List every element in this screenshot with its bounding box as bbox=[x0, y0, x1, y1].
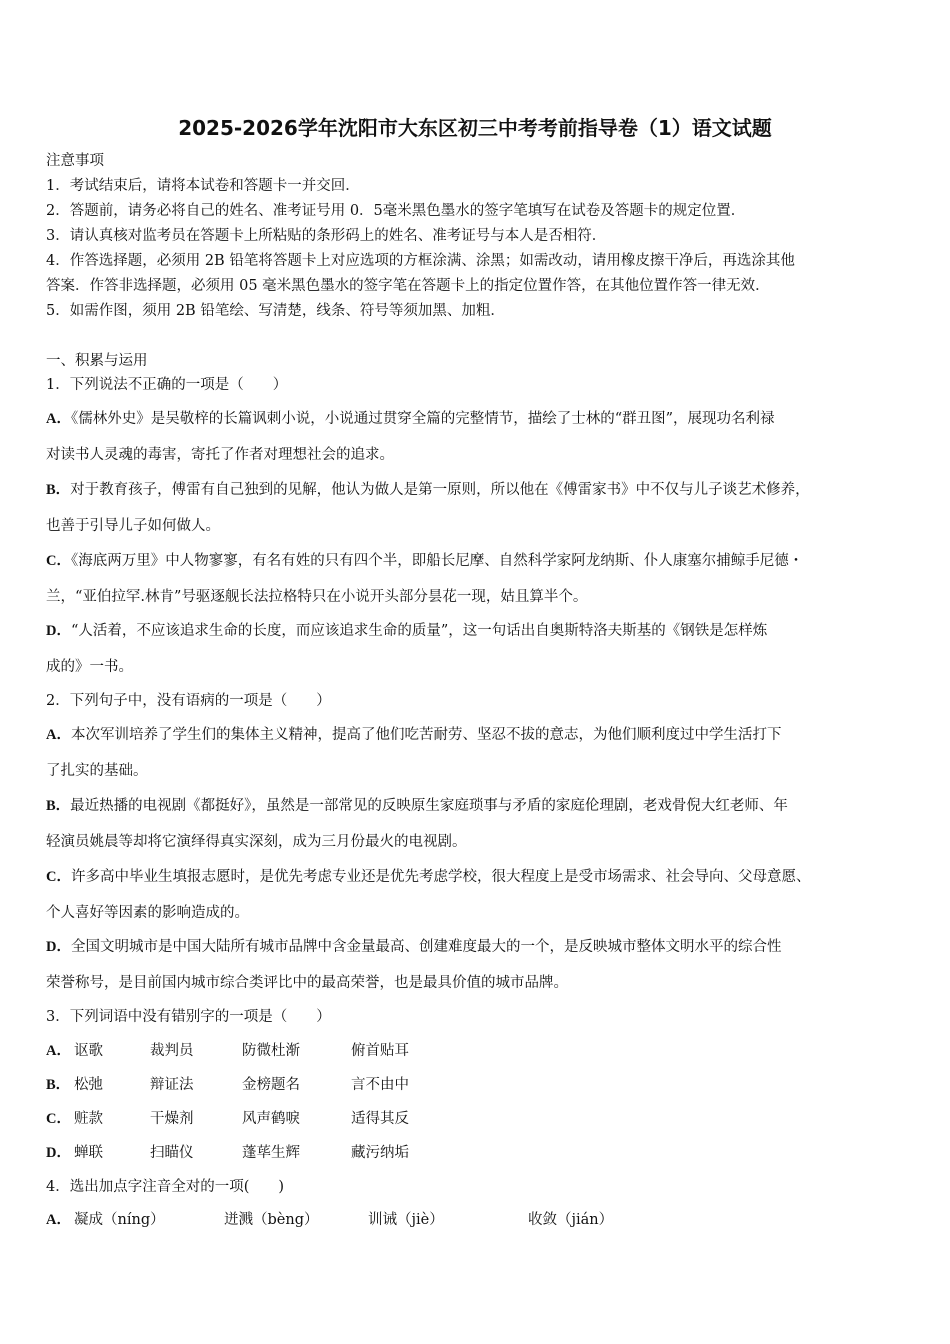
notice-item-4: 4．作答选择题，必须用 2B 铅笔将答题卡上对应选项的方框涂满、涂黑；如需改动，请用橡皮擦干净后，再选涂其他 bbox=[46, 253, 795, 269]
option-text: 许多高中毕业生填报志愿时，是优先考虑专业还是优先考虑学校，很大程度上是受市场需求、社会导向、父母意愿、 bbox=[70, 869, 811, 885]
word: 蝉联 bbox=[74, 1145, 103, 1161]
q2-option-b-cont: 轻演员姚晨等却将它演绎得真实深刻，成为三月份最火的电视剧。 bbox=[46, 834, 467, 850]
word: 防微杜渐 bbox=[242, 1043, 300, 1059]
q2-option-a bbox=[46, 725, 781, 745]
word: 言不由中 bbox=[351, 1077, 409, 1093]
word: 蓬荜生辉 bbox=[242, 1145, 300, 1161]
q1-option-d bbox=[46, 621, 767, 641]
q2-option-a-cont: 了扎实的基础。 bbox=[46, 763, 148, 779]
word: 松弛 bbox=[74, 1077, 103, 1093]
q1-stem: 1．下列说法不正确的一项是（ ） bbox=[46, 377, 288, 393]
q2-option-b bbox=[46, 796, 788, 816]
word: 适得其反 bbox=[351, 1111, 409, 1127]
option-label: C． bbox=[46, 1111, 71, 1127]
q2-option-c-cont: 个人喜好等因素的影响造成的。 bbox=[46, 905, 249, 921]
q3-option-d bbox=[46, 1143, 926, 1163]
q2-option-d-cont: 荣誉称号，是目前国内城市综合类评比中的最高荣誉，也是最具价值的城市品牌。 bbox=[46, 975, 568, 991]
q2-option-c bbox=[46, 867, 810, 887]
page-title: 2025-2026学年沈阳市大东区初三中考考前指导卷（1）语文试题 bbox=[178, 116, 772, 140]
option-label: B． bbox=[46, 482, 71, 498]
notice-item-5: 5．如需作图，须用 2B 铅笔绘、写清楚，线条、符号等须加黑、加粗． bbox=[46, 303, 505, 319]
option-label: A． bbox=[46, 727, 71, 743]
word: 金榜题名 bbox=[242, 1077, 300, 1093]
notice-item-4-cont: 答案．作答非选择题，必须用 05 毫米黑色墨水的签字笔在答题卡上的指定位置作答，在其他位置作答一律无效． bbox=[46, 278, 770, 294]
option-label: A． bbox=[46, 1212, 71, 1228]
notice-item-2: 2．答题前，请务必将自己的姓名、准考证号用 0．5毫米黑色墨水的签字笔填写在试卷及答题卡的规定位置． bbox=[46, 203, 746, 219]
option-label: D． bbox=[46, 623, 71, 639]
option-label: B． bbox=[46, 798, 71, 814]
word: 干燥剂 bbox=[150, 1111, 194, 1127]
section-heading: 一、积累与运用 bbox=[46, 353, 148, 369]
q4-stem: 4．选出加点字注音全对的一项( ) bbox=[46, 1179, 285, 1195]
option-text: 《儒林外史》是吴敬梓的长篇讽刺小说，小说通过贯穿全篇的完整情节，描绘了士林的“群丑图”，展现功名利禄 bbox=[70, 411, 775, 427]
option-label: D． bbox=[46, 939, 71, 955]
q3-option-a bbox=[46, 1041, 926, 1061]
notice-item-1: 1．考试结束后，请将本试卷和答题卡一并交回． bbox=[46, 178, 360, 194]
option-label: C． bbox=[46, 869, 71, 885]
notice-heading: 注意事项 bbox=[46, 153, 104, 169]
word: 迸溅（bèng） bbox=[224, 1212, 319, 1228]
word: 裁判员 bbox=[150, 1043, 194, 1059]
word: 风声鹤唳 bbox=[242, 1111, 300, 1127]
q1-option-b bbox=[46, 480, 810, 500]
q1-option-d-cont: 成的》一书。 bbox=[46, 659, 133, 675]
option-text: 《海底两万里》中人物寥寥，有名有姓的只有四个半，即船长尼摩、自然科学家阿龙纳斯、仆人康塞尔捕鲸手尼德・ bbox=[70, 553, 804, 569]
word: 收敛（jián） bbox=[528, 1212, 614, 1228]
q4-option-a bbox=[46, 1210, 926, 1230]
q1-option-b-cont: 也善于引导儿子如何做人。 bbox=[46, 518, 220, 534]
word: 训诫（jiè） bbox=[368, 1212, 444, 1228]
notice-item-3: 3．请认真核对监考员在答题卡上所粘贴的条形码上的姓名、准考证号与本人是否相符． bbox=[46, 228, 607, 244]
q3-option-c bbox=[46, 1109, 926, 1129]
word: 扫瞄仪 bbox=[150, 1145, 194, 1161]
word: 辩证法 bbox=[150, 1077, 194, 1093]
option-text: 最近热播的电视剧《都挺好》，虽然是一部常见的反映原生家庭琐事与矛盾的家庭伦理剧，老戏骨倪大红老师、年 bbox=[70, 798, 788, 814]
option-label: C． bbox=[46, 553, 71, 569]
option-label: A． bbox=[46, 1043, 71, 1059]
option-text: “人活着，不应该追求生命的长度，而应该追求生命的质量”，这一句话出自奥斯特洛夫斯基的《钢铁是怎样炼 bbox=[70, 623, 768, 639]
option-label: B． bbox=[46, 1077, 71, 1093]
q1-option-a-cont: 对读书人灵魂的毒害，寄托了作者对理想社会的追求。 bbox=[46, 447, 394, 463]
q3-stem: 3．下列词语中没有错别字的一项是（ ） bbox=[46, 1009, 331, 1025]
option-text: 对于教育孩子，傅雷有自己独到的见解，他认为做人是第一原则，所以他在《傅雷家书》中不仅与儿子谈艺术修养， bbox=[70, 482, 810, 498]
option-label: D． bbox=[46, 1145, 71, 1161]
word: 俯首贴耳 bbox=[351, 1043, 409, 1059]
q1-option-c bbox=[46, 551, 803, 571]
q2-option-d bbox=[46, 937, 781, 957]
q1-option-c-cont: 兰，“亚伯拉罕.林肯”号驱逐舰长法拉格特只在小说开头部分昙花一现，姑且算半个。 bbox=[46, 589, 588, 605]
q1-option-a bbox=[46, 409, 775, 429]
word: 讴歌 bbox=[74, 1043, 103, 1059]
option-text: 全国文明城市是中国大陆所有城市品牌中含金量最高、创建难度最大的一个，是反映城市整体文明水平的综合性 bbox=[70, 939, 782, 955]
word: 赃款 bbox=[74, 1111, 103, 1127]
q3-option-b bbox=[46, 1075, 926, 1095]
word: 凝成（níng） bbox=[74, 1212, 165, 1228]
word: 藏污纳垢 bbox=[351, 1145, 409, 1161]
option-text: 本次军训培养了学生们的集体主义精神，提高了他们吃苦耐劳、坚忍不拔的意志，为他们顺利度过中学生活打下 bbox=[70, 727, 782, 743]
option-label: A． bbox=[46, 411, 71, 427]
q2-stem: 2．下列句子中，没有语病的一项是（ ） bbox=[46, 693, 331, 709]
